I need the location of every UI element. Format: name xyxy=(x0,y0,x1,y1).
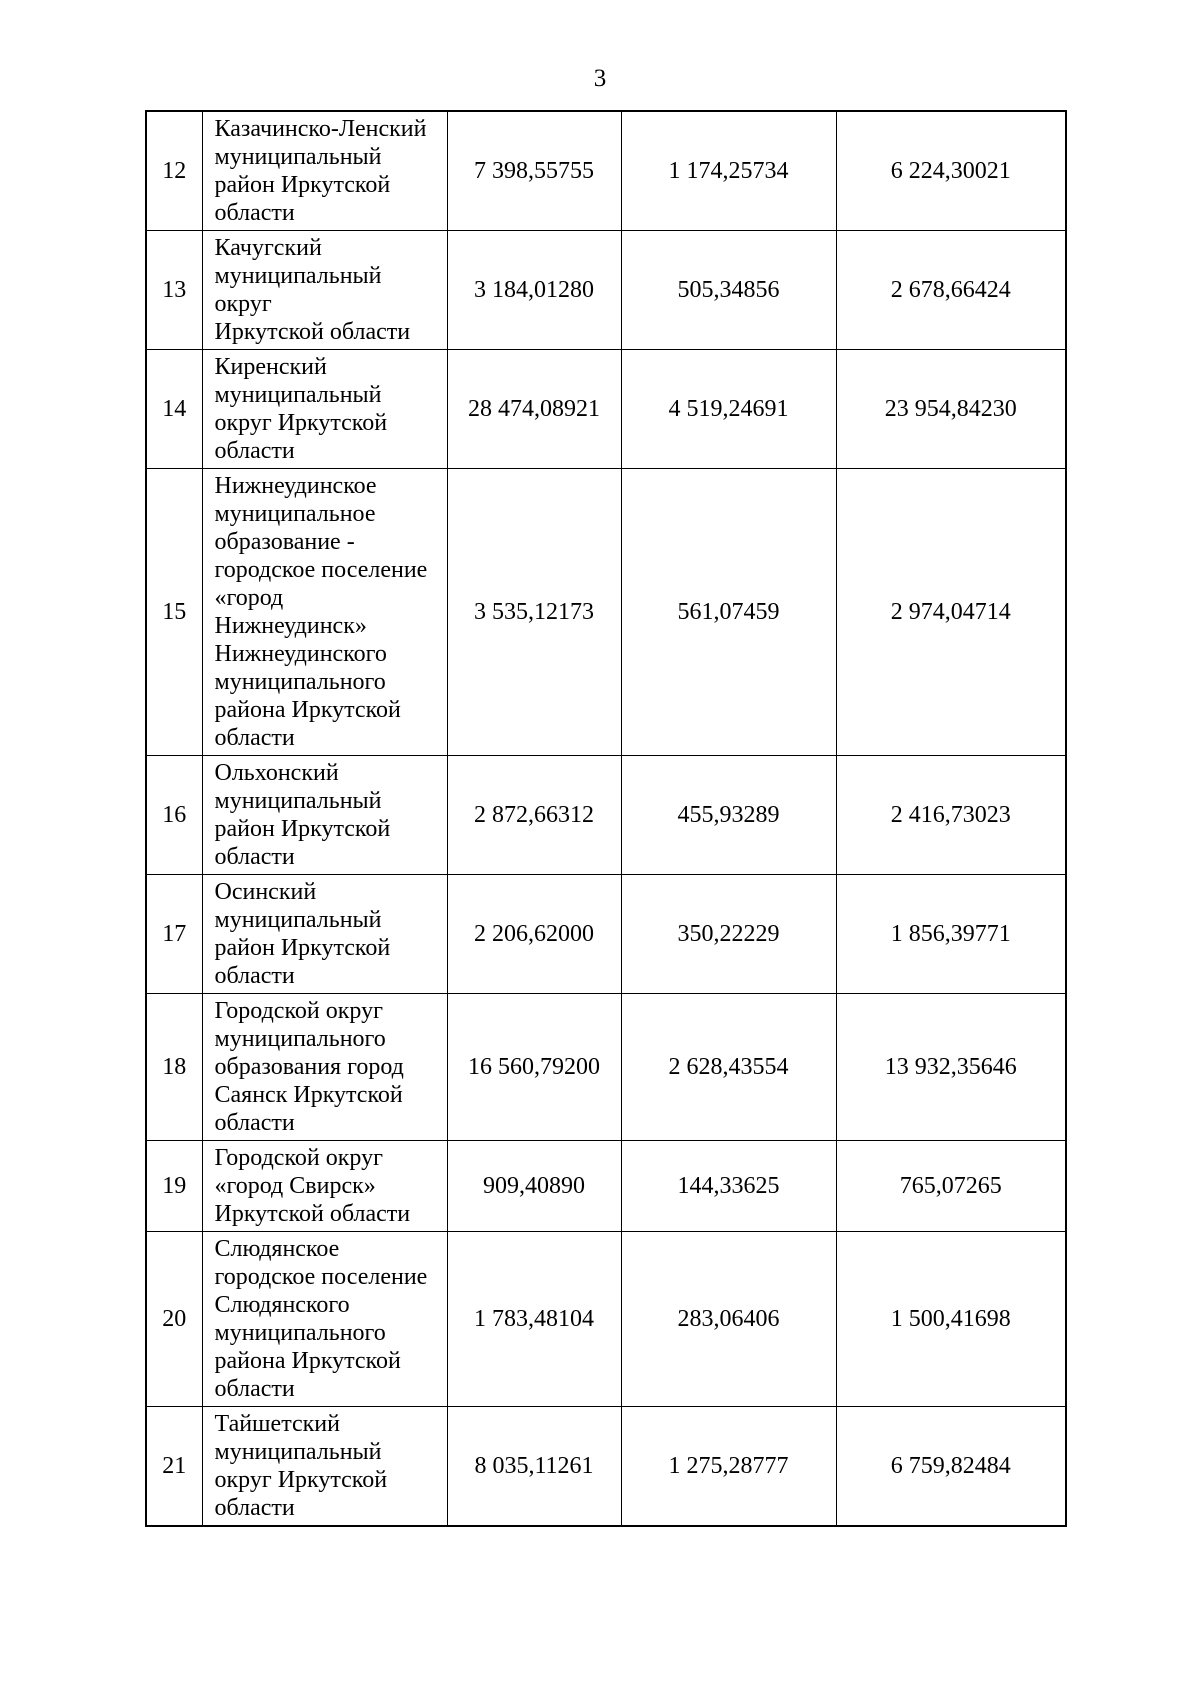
municipality-name-line: муниципальный xyxy=(214,144,382,170)
municipality-name-line: городское поселение xyxy=(214,557,428,583)
part2-value-cell: 23 954,84230 xyxy=(836,350,1066,469)
municipality-name-line: Иркутской области xyxy=(214,319,411,345)
municipality-name-line: Слюдянского xyxy=(214,1292,350,1318)
municipality-name-cell xyxy=(202,231,447,350)
municipality-name-line: район Иркутской xyxy=(214,172,391,198)
municipality-name-line: муниципальный xyxy=(214,382,382,408)
municipality-name-line: муниципальный xyxy=(214,263,382,289)
table-row xyxy=(146,1232,1066,1407)
municipality-name-line: муниципальный xyxy=(214,1439,382,1465)
part2-value-cell: 2 416,73023 xyxy=(836,756,1066,875)
table-row xyxy=(146,994,1066,1141)
part1-value-cell: 1 275,28777 xyxy=(621,1407,836,1527)
part2-value-cell: 2 974,04714 xyxy=(836,469,1066,756)
municipality-name-line: области xyxy=(214,1495,295,1521)
part2-value-cell: 765,07265 xyxy=(836,1141,1066,1232)
total-value-cell: 3 184,01280 xyxy=(447,231,621,350)
row-number-cell: 13 xyxy=(146,231,202,350)
municipality-name-line: городское поселение xyxy=(214,1264,428,1290)
table-row xyxy=(146,469,1066,756)
row-number-cell: 17 xyxy=(146,875,202,994)
table-row xyxy=(146,231,1066,350)
part2-value-cell: 6 759,82484 xyxy=(836,1407,1066,1527)
table-row xyxy=(146,1141,1066,1232)
part1-value-cell: 2 628,43554 xyxy=(621,994,836,1141)
table-row xyxy=(146,1407,1066,1527)
row-number-cell: 20 xyxy=(146,1232,202,1407)
municipality-name-line: округ Иркутской xyxy=(214,410,388,436)
municipality-name-line: области xyxy=(214,200,295,226)
municipality-name-line: Осинский xyxy=(214,879,317,905)
municipality-name-line: округ Иркутской xyxy=(214,1467,388,1493)
municipality-name-line: области xyxy=(214,1110,295,1136)
municipality-name-line: муниципального xyxy=(214,1320,386,1346)
municipality-name-cell xyxy=(202,1141,447,1232)
municipality-name-line: Ольхонский xyxy=(214,760,339,786)
municipality-name-line: Казачинско-Ленский xyxy=(214,116,427,142)
row-number-cell: 16 xyxy=(146,756,202,875)
municipality-name-line: образование - xyxy=(214,529,355,555)
part2-value-cell: 1 856,39771 xyxy=(836,875,1066,994)
allocation-table xyxy=(145,110,1067,1527)
municipality-name-line: образования город xyxy=(214,1054,404,1080)
municipality-name-line: Нижнеудинское xyxy=(214,473,377,499)
part1-value-cell: 1 174,25734 xyxy=(621,111,836,231)
municipality-name-line: муниципальное xyxy=(214,501,376,527)
municipality-name-cell xyxy=(202,111,447,231)
part1-value-cell: 505,34856 xyxy=(621,231,836,350)
municipality-name-line: муниципальный xyxy=(214,788,382,814)
total-value-cell: 2 206,62000 xyxy=(447,875,621,994)
total-value-cell: 8 035,11261 xyxy=(447,1407,621,1527)
municipality-name-cell xyxy=(202,350,447,469)
municipality-name-line: Слюдянское xyxy=(214,1236,340,1262)
table-row xyxy=(146,111,1066,231)
municipality-name-line: Городской округ xyxy=(214,1145,383,1171)
row-number-cell: 14 xyxy=(146,350,202,469)
row-number-cell: 19 xyxy=(146,1141,202,1232)
total-value-cell: 28 474,08921 xyxy=(447,350,621,469)
part1-value-cell: 144,33625 xyxy=(621,1141,836,1232)
page-number: 3 xyxy=(593,65,607,92)
table-row xyxy=(146,756,1066,875)
total-value-cell: 16 560,79200 xyxy=(447,994,621,1141)
row-number-cell: 15 xyxy=(146,469,202,756)
part1-value-cell: 283,06406 xyxy=(621,1232,836,1407)
municipality-name-line: Тайшетский xyxy=(214,1411,340,1437)
table-row xyxy=(146,875,1066,994)
municipality-name-cell xyxy=(202,1407,447,1527)
municipality-name-line: «город xyxy=(214,585,284,611)
total-value-cell: 3 535,12173 xyxy=(447,469,621,756)
municipality-name-line: области xyxy=(214,1376,295,1402)
municipality-name-line: район Иркутской xyxy=(214,816,391,842)
part2-value-cell: 2 678,66424 xyxy=(836,231,1066,350)
municipality-name-line: области xyxy=(214,963,295,989)
municipality-name-line: Нижнеудинск» xyxy=(214,613,367,639)
municipality-name-line: района Иркутской xyxy=(214,1348,401,1374)
municipality-name-cell xyxy=(202,469,447,756)
part1-value-cell: 561,07459 xyxy=(621,469,836,756)
municipality-name-line: области xyxy=(214,725,295,751)
municipality-name-cell xyxy=(202,875,447,994)
part1-value-cell: 4 519,24691 xyxy=(621,350,836,469)
municipality-name-line: области xyxy=(214,438,295,464)
municipality-name-line: район Иркутской xyxy=(214,935,391,961)
municipality-name-line: Киренский xyxy=(214,354,327,380)
municipality-name-line: Городской округ xyxy=(214,998,383,1024)
municipality-name-line: округ xyxy=(214,291,272,317)
municipality-name-line: муниципальный xyxy=(214,907,382,933)
table-row xyxy=(146,350,1066,469)
total-value-cell: 909,40890 xyxy=(447,1141,621,1232)
municipality-name-cell xyxy=(202,994,447,1141)
row-number-cell: 21 xyxy=(146,1407,202,1527)
part2-value-cell: 6 224,30021 xyxy=(836,111,1066,231)
municipality-name-line: Иркутской области xyxy=(214,1201,411,1227)
total-value-cell: 1 783,48104 xyxy=(447,1232,621,1407)
municipality-name-line: «город Свирск» xyxy=(214,1173,376,1199)
part2-value-cell: 1 500,41698 xyxy=(836,1232,1066,1407)
municipality-name-line: области xyxy=(214,844,295,870)
municipality-name-line: Качугский xyxy=(214,235,322,261)
row-number-cell: 12 xyxy=(146,111,202,231)
municipality-name-line: Нижнеудинского xyxy=(214,641,387,667)
table-body xyxy=(146,111,1066,1526)
municipality-name-cell xyxy=(202,756,447,875)
municipality-name-cell xyxy=(202,1232,447,1407)
part2-value-cell: 13 932,35646 xyxy=(836,994,1066,1141)
row-number-cell: 18 xyxy=(146,994,202,1141)
part1-value-cell: 455,93289 xyxy=(621,756,836,875)
total-value-cell: 2 872,66312 xyxy=(447,756,621,875)
municipality-name-line: Саянск Иркутской xyxy=(214,1082,403,1108)
municipality-name-line: муниципального xyxy=(214,1026,386,1052)
municipality-name-line: района Иркутской xyxy=(214,697,401,723)
part1-value-cell: 350,22229 xyxy=(621,875,836,994)
municipality-name-line: муниципального xyxy=(214,669,386,695)
total-value-cell: 7 398,55755 xyxy=(447,111,621,231)
